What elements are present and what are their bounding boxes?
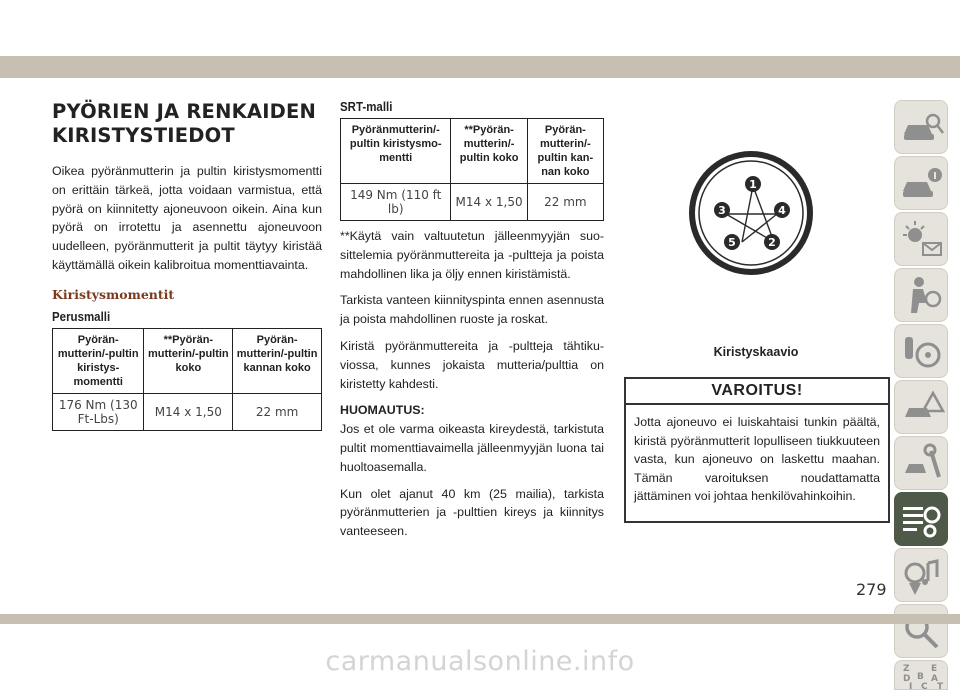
airbag-person-icon — [895, 269, 949, 323]
bolt-number: 4 — [778, 204, 786, 217]
table-header: **Pyöränmutterin/-pultin koko — [144, 328, 233, 393]
table-header: **Pyöränmutterin/-pultin koko — [451, 119, 527, 184]
note-heading: HUOMAUTUS: — [340, 403, 425, 418]
bolt-number: 3 — [718, 204, 726, 217]
footnote-paragraph: **Käytä vain valtuutetun jälleenmyyjän suosittelemia pyöränmuttereita ja -pultteja ja poista mahdollinen lika ja öljy ennen kiristämistä. — [340, 229, 604, 281]
footer-band — [0, 614, 960, 624]
warning-light-icon — [895, 213, 949, 267]
multimedia-icon — [895, 549, 949, 603]
tab-servicing[interactable] — [894, 436, 948, 490]
section-subheading: Kiristysmomentit — [52, 286, 175, 302]
page-title: PYÖRIEN JA RENKAIDEN KIRISTYSTIEDOT — [52, 100, 317, 147]
svg-text:I: I — [909, 682, 913, 691]
watermark: carmanualsonline.info — [325, 646, 635, 677]
svg-text:T: T — [937, 682, 944, 691]
base-model-label: Perusmalli — [52, 309, 111, 324]
car-key-icon — [895, 101, 949, 155]
tab-vehicle-info[interactable] — [894, 156, 948, 210]
bolt-number: 5 — [728, 236, 736, 249]
table-cell: M14 x 1,50 — [144, 393, 233, 430]
tab-starting-driving[interactable] — [894, 324, 948, 378]
column-left — [52, 100, 322, 431]
table-cell: 22 mm — [527, 184, 603, 221]
car-info-icon — [895, 157, 949, 211]
svg-text:Z: Z — [903, 664, 910, 674]
diagram-caption: Kiristyskaavio — [713, 345, 799, 359]
srt-model-table — [340, 118, 604, 221]
tab-safety[interactable] — [894, 268, 948, 322]
recheck-paragraph: Kun olet ajanut 40 km (25 mailia), tarkista pyöränmutterien ja -pulttien kireys ja kiinnitys vanteeseen. — [340, 486, 604, 539]
star-pattern-paragraph: Kiristä pyöränmuttereita ja -pultteja tähtikuviossa, kunnes jokaista mutteria/pulttia on kiristetty kahdesti. — [340, 338, 604, 391]
specs-gear-icon — [895, 493, 949, 547]
svg-text:E: E — [931, 664, 938, 674]
warning-title: VAROITUS! — [626, 379, 888, 405]
table-header: Pyöränmutterin/-pultin kiristysmomentti — [341, 119, 451, 184]
tab-technical-specs[interactable] — [894, 492, 948, 546]
table-header: Pyöränmutterin/-pultin kannan koko — [527, 119, 603, 184]
header-band — [0, 56, 960, 78]
srt-model-label: SRT-malli — [340, 100, 393, 114]
table-header: Pyöränmutterin/-pultin kiristysmomentti — [53, 328, 144, 393]
svg-text:B: B — [917, 672, 924, 682]
bolt-number: 2 — [768, 236, 776, 249]
tightening-diagram — [686, 148, 816, 278]
table-row — [53, 393, 322, 430]
steering-wheel-icon — [895, 325, 949, 379]
hazard-triangle-icon — [895, 381, 949, 435]
warning-text: Jotta ajoneuvo ei luiskahtaisi tunkin päältä, kiristä pyöränmutterit lopulliseen tiukkuuteen vasta, kun ajoneuvo on laskettu maahan. Tämän varoituksen noudattamatta jättäminen voi johtaa henkilövahinkoihin. — [634, 415, 880, 504]
page-number: 279 — [856, 580, 887, 599]
svg-text:A: A — [931, 674, 938, 684]
tab-emergency[interactable] — [894, 380, 948, 434]
tab-lights-messages[interactable] — [894, 212, 948, 266]
table-cell: M14 x 1,50 — [451, 184, 527, 221]
intro-paragraph: Oikea pyöränmutterin ja pultin kiristysmomentti on erittäin tärkeä, jotta voidaan varmistua, että pyörä on kiinnitetty ajoneuvoon oikein. Aina kun pyörä on irrotettu ja asennettu ajoneuvoon uudelleen, pyöränmutterit ja pultit täytyy kiristää käyttämällä oikein kalibroitua momenttiavainta. — [52, 164, 322, 272]
bolt-number: 1 — [749, 178, 757, 191]
table-row — [341, 184, 604, 221]
svg-text:D: D — [903, 674, 911, 684]
table-header: Pyöränmutterin/-pultin kannan koko — [233, 328, 322, 393]
base-model-table — [52, 328, 322, 431]
note-paragraph: Jos et ole varma oikeasta kireydestä, tarkistuta pultit momenttiavaimella jälleenmyyjän luona tai huoltoasemalla. — [340, 422, 604, 474]
table-cell: 176 Nm (130 Ft-Lbs) — [53, 393, 144, 430]
warning-box — [624, 377, 890, 523]
wrench-icon — [895, 437, 949, 491]
tab-vehicle-keys[interactable] — [894, 100, 948, 154]
column-middle — [340, 100, 604, 549]
table-cell: 149 Nm (110 ft lb) — [341, 184, 451, 221]
tab-multimedia[interactable] — [894, 548, 948, 602]
top-margin — [0, 0, 960, 56]
svg-text:C: C — [921, 682, 928, 691]
check-paragraph: Tarkista vanteen kiinnityspinta ennen asennusta ja poista mahdollinen ruoste ja roskat. — [340, 293, 604, 327]
table-cell: 22 mm — [233, 393, 322, 430]
